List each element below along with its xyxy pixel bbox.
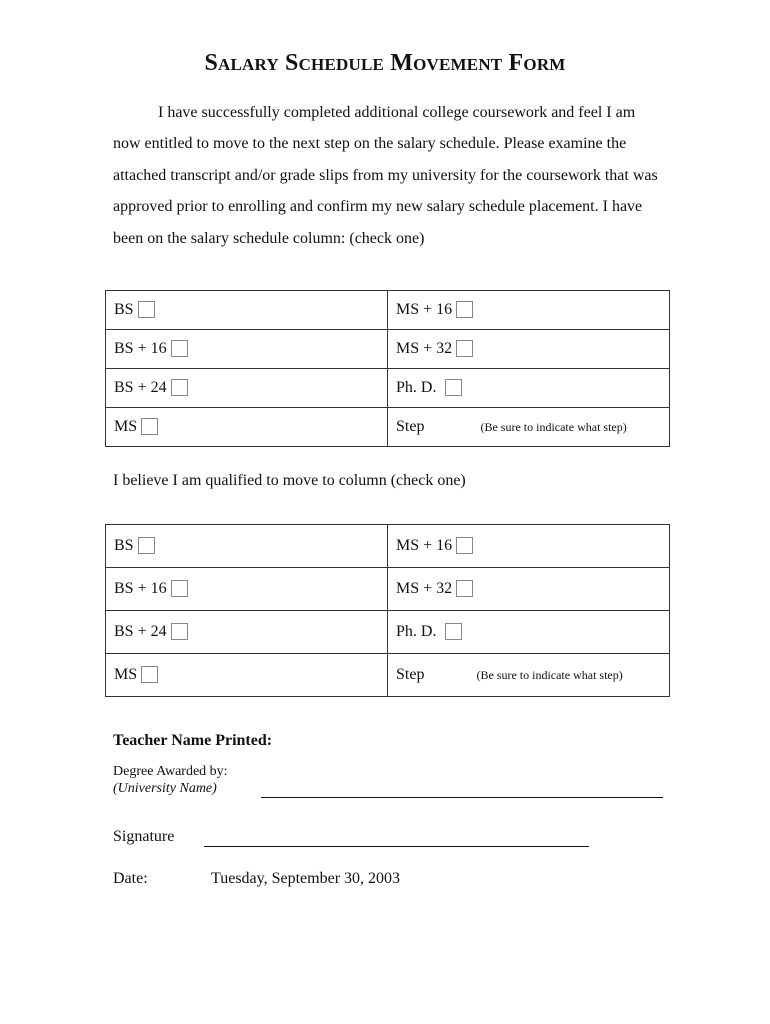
option-cell	[388, 291, 670, 330]
checkbox[interactable]	[171, 580, 188, 597]
option-label: MS + 32	[396, 580, 453, 597]
university-name-label: (University Name)	[113, 781, 217, 796]
signature-field[interactable]	[204, 846, 589, 847]
target-column-question: I believe I am qualified to move to column (check one)	[113, 472, 466, 489]
teacher-name-label: Teacher Name Printed:	[113, 732, 273, 749]
option-label: BS + 16	[114, 580, 167, 597]
step-cell[interactable]	[388, 654, 670, 697]
option-label: BS	[114, 537, 134, 554]
step-cell[interactable]	[388, 408, 670, 447]
checkbox[interactable]	[138, 537, 155, 554]
checkbox[interactable]	[456, 301, 473, 318]
step-label: Step	[396, 418, 425, 435]
date-label: Date:	[113, 870, 148, 887]
intro-text: I have successfully completed additional college coursework and feel I am now entitled to move to the next step on the salary schedule. Please examine the attached transcript and/or grade slips from my university for the coursework that was approved prior to enrolling and confirm my new salary schedule placement. I have been on the salary schedule column: (check one)	[113, 104, 658, 247]
option-cell	[106, 330, 388, 369]
option-cell	[106, 369, 388, 408]
checkbox[interactable]	[456, 580, 473, 597]
checkbox[interactable]	[138, 301, 155, 318]
option-cell	[388, 568, 670, 611]
option-label: BS	[114, 301, 134, 318]
signature-label: Signature	[113, 828, 175, 845]
step-note: (Be sure to indicate what step)	[480, 420, 627, 434]
option-label: BS + 16	[114, 340, 167, 357]
table-row	[106, 525, 670, 568]
checkbox[interactable]	[171, 623, 188, 640]
option-cell	[388, 330, 670, 369]
checkbox[interactable]	[445, 623, 462, 640]
option-cell	[106, 291, 388, 330]
option-label: Ph. D.	[396, 379, 437, 396]
option-cell	[106, 654, 388, 697]
step-label: Step	[396, 666, 425, 683]
option-cell	[388, 369, 670, 408]
option-label: Ph. D.	[396, 623, 437, 640]
step-note: (Be sure to indicate what step)	[476, 668, 623, 682]
degree-awarded-label: Degree Awarded by:	[113, 764, 228, 779]
target-column-grid	[105, 524, 670, 697]
option-label: MS	[114, 418, 138, 435]
intro-paragraph	[113, 97, 663, 254]
table-row	[106, 369, 670, 408]
checkbox[interactable]	[445, 379, 462, 396]
checkbox[interactable]	[171, 379, 188, 396]
table-row	[106, 654, 670, 697]
checkbox[interactable]	[456, 537, 473, 554]
current-column-grid	[105, 290, 670, 447]
checkbox[interactable]	[171, 340, 188, 357]
option-cell	[106, 525, 388, 568]
option-label: MS	[114, 666, 138, 683]
option-label: BS + 24	[114, 623, 167, 640]
option-cell	[106, 568, 388, 611]
checkbox[interactable]	[456, 340, 473, 357]
option-label: BS + 24	[114, 379, 167, 396]
university-name-field[interactable]	[261, 797, 663, 798]
table-row	[106, 568, 670, 611]
option-label: MS + 16	[396, 301, 453, 318]
table-row	[106, 611, 670, 654]
option-label: MS + 16	[396, 537, 453, 554]
option-cell	[388, 525, 670, 568]
checkbox[interactable]	[141, 666, 158, 683]
option-label: MS + 32	[396, 340, 453, 357]
option-cell	[388, 611, 670, 654]
table-row	[106, 408, 670, 447]
form-title: Salary Schedule Movement Form	[204, 50, 566, 76]
checkbox[interactable]	[141, 418, 158, 435]
option-cell	[106, 408, 388, 447]
table-row	[106, 330, 670, 369]
date-value: Tuesday, September 30, 2003	[211, 870, 401, 887]
option-cell	[106, 611, 388, 654]
table-row	[106, 291, 670, 330]
